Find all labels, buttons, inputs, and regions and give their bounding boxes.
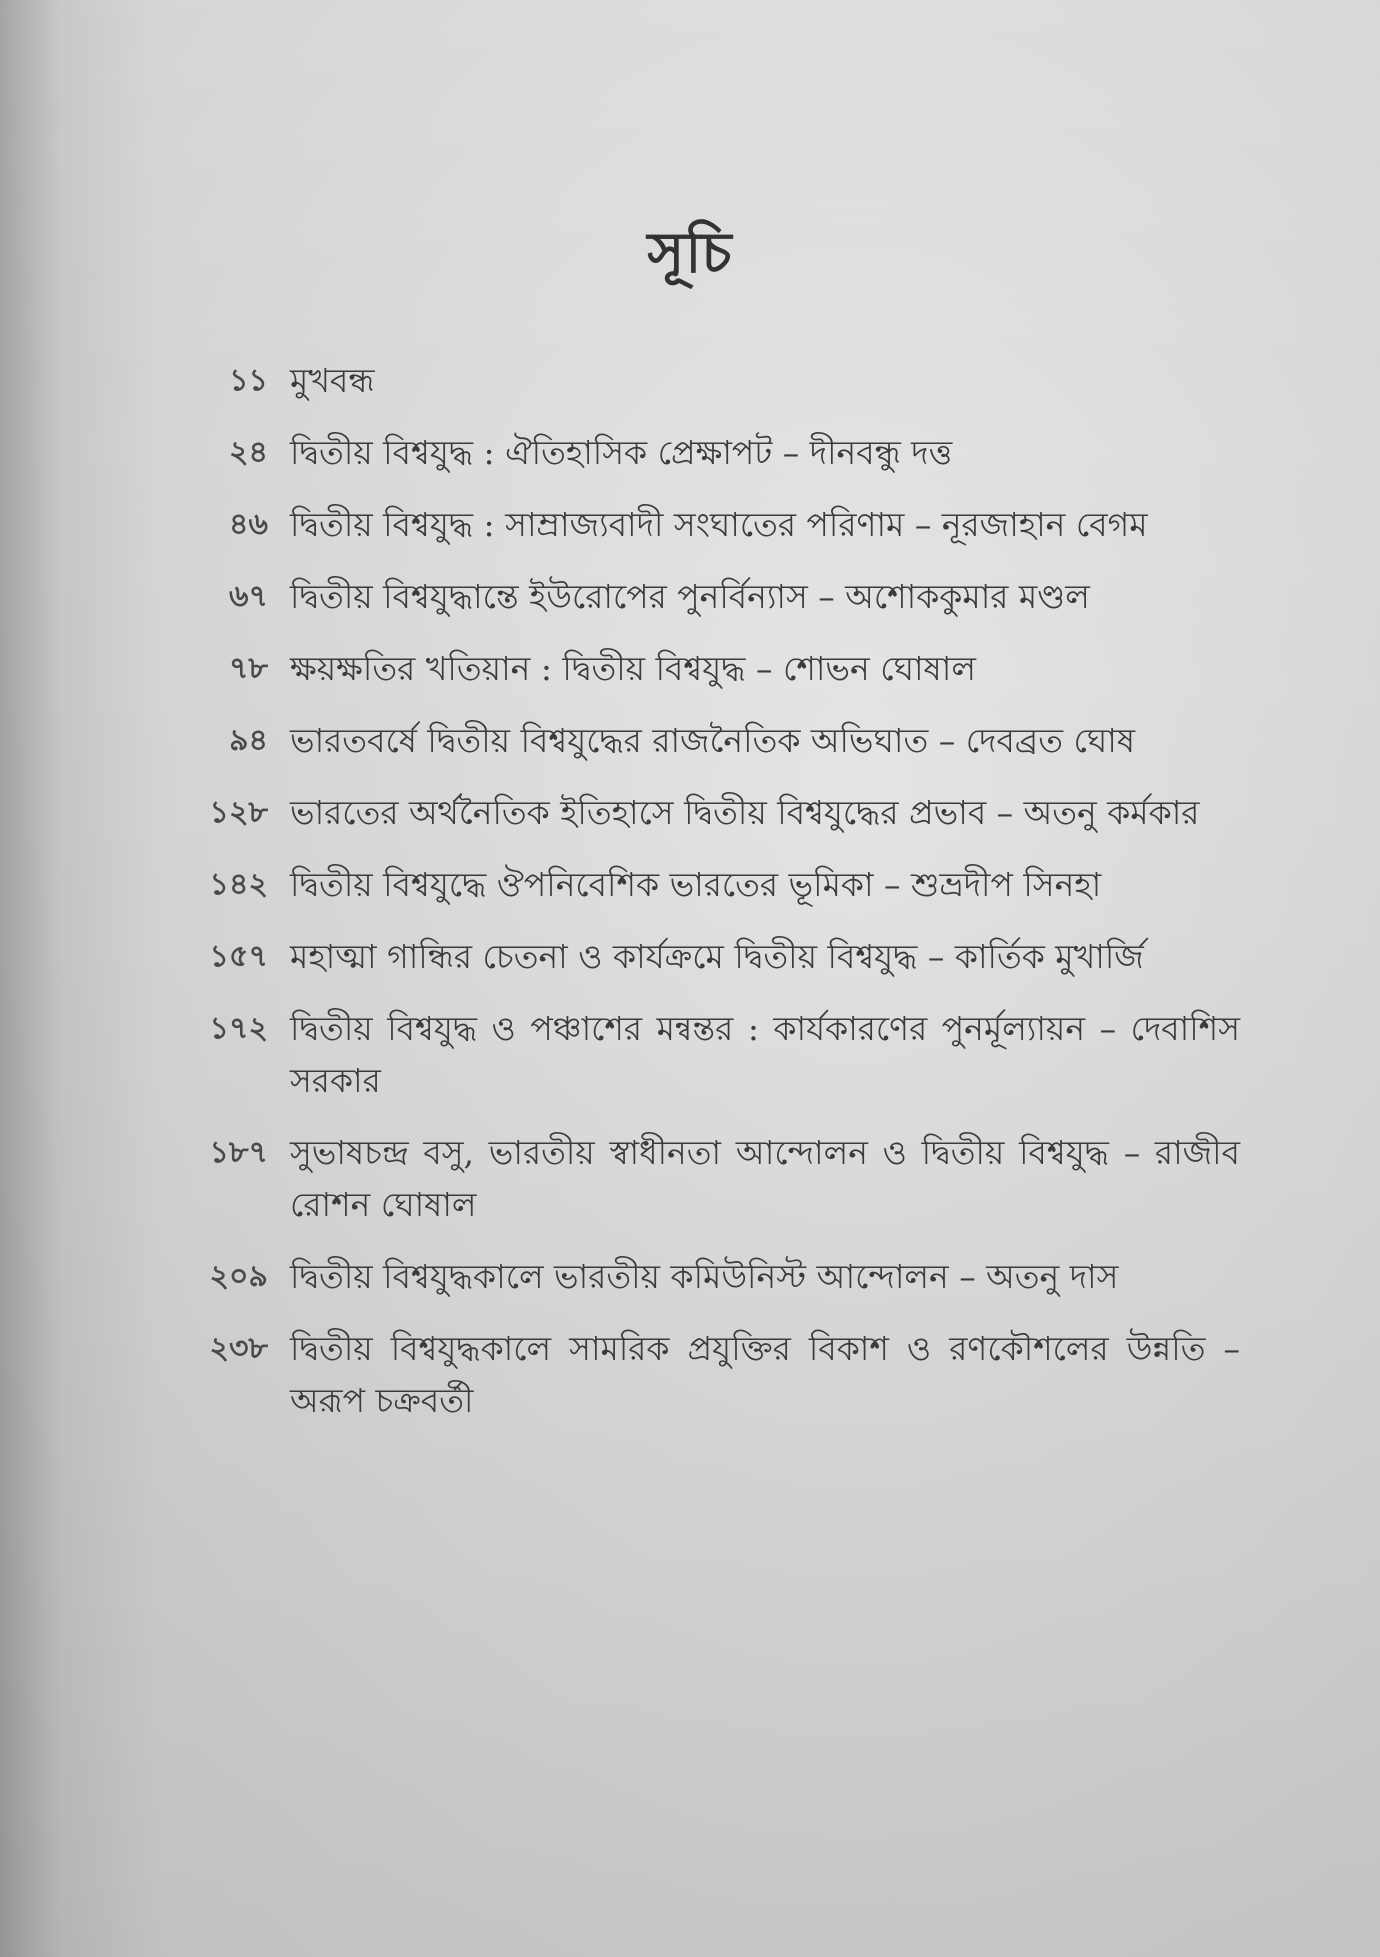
toc-entry	[160, 859, 1240, 911]
toc-entry-title: ক্ষয়ক্ষতির খতিয়ান : দ্বিতীয় বিশ্বযুদ্ধ – শোভন ঘোষাল	[290, 649, 976, 688]
toc-page-number: ২৪	[229, 435, 268, 470]
page-title: সূচি	[647, 220, 733, 286]
table-of-contents	[160, 355, 1240, 1447]
toc-entry	[160, 355, 1240, 407]
toc-entry-title: সুভাষচন্দ্র বসু, ভারতীয় স্বাধীনতা আন্দোলন ও দ্বিতীয় বিশ্বযুদ্ধ – রাজীব রোশন ঘোষাল	[290, 1133, 1240, 1224]
toc-entry-title: মুখবন্ধ	[290, 361, 375, 400]
toc-entry	[160, 787, 1240, 839]
toc-entry	[160, 1003, 1240, 1107]
toc-entry	[160, 931, 1240, 983]
toc-entry-title: দ্বিতীয় বিশ্বযুদ্ধ : সাম্রাজ্যবাদী সংঘাতের পরিণাম – নূরজাহান বেগম	[290, 505, 1148, 544]
toc-entry	[160, 643, 1240, 695]
toc-page-number: ১৭২	[209, 1011, 268, 1046]
toc-page-number: ২৩৮	[209, 1331, 268, 1366]
toc-page-number: ২০৯	[209, 1259, 268, 1294]
toc-page-number: ১৪২	[209, 867, 268, 902]
toc-page-number: ১৮৭	[209, 1135, 268, 1170]
toc-entry-title: দ্বিতীয় বিশ্বযুদ্ধকালে সামরিক প্রযুক্তির বিকাশ ও রণকৌশলের উন্নতি – অরূপ চক্রবর্তী	[290, 1329, 1240, 1420]
toc-page-number: ৪৬	[229, 507, 268, 542]
toc-entry	[160, 571, 1240, 623]
toc-entry-title: ভারতের অর্থনৈতিক ইতিহাসে দ্বিতীয় বিশ্বযুদ্ধের প্রভাব – অতনু কর্মকার	[290, 793, 1200, 832]
toc-page-number: ১৫৭	[209, 939, 268, 974]
toc-entry	[160, 1323, 1240, 1427]
toc-entry	[160, 1127, 1240, 1231]
toc-entry-title: দ্বিতীয় বিশ্বযুদ্ধ : ঐতিহাসিক প্রেক্ষাপট – দীনবন্ধু দত্ত	[290, 433, 953, 472]
toc-entry	[160, 1251, 1240, 1303]
toc-page-number: ১১	[229, 363, 268, 398]
toc-entry-title: মহাত্মা গান্ধির চেতনা ও কার্যক্রমে দ্বিতীয় বিশ্বযুদ্ধ – কার্তিক মুখার্জি	[290, 937, 1144, 976]
toc-entry-title: দ্বিতীয় বিশ্বযুদ্ধকালে ভারতীয় কমিউনিস্ট আন্দোলন – অতনু দাস	[290, 1257, 1119, 1296]
toc-entry	[160, 499, 1240, 551]
toc-page-number: ১২৮	[209, 795, 268, 830]
toc-page-number: ৯৪	[229, 723, 268, 758]
toc-entry-title: দ্বিতীয় বিশ্বযুদ্ধান্তে ইউরোপের পুনর্বিন্যাস – অশোককুমার মণ্ডল	[290, 577, 1090, 616]
toc-page-number: ৭৮	[229, 651, 268, 686]
toc-entry-title: দ্বিতীয় বিশ্বযুদ্ধে ঔপনিবেশিক ভারতের ভূমিকা – শুভ্রদীপ সিনহা	[290, 865, 1102, 904]
toc-entry-title: ভারতবর্ষে দ্বিতীয় বিশ্বযুদ্ধের রাজনৈতিক অভিঘাত – দেবব্রত ঘোষ	[290, 721, 1136, 760]
toc-page-number: ৬৭	[228, 579, 268, 614]
toc-entry-title: দ্বিতীয় বিশ্বযুদ্ধ ও পঞ্চাশের মন্বন্তর : কার্যকারণের পুনর্মূল্যায়ন – দেবাশিস সরকার	[290, 1009, 1240, 1100]
toc-entry	[160, 715, 1240, 767]
toc-entry	[160, 427, 1240, 479]
